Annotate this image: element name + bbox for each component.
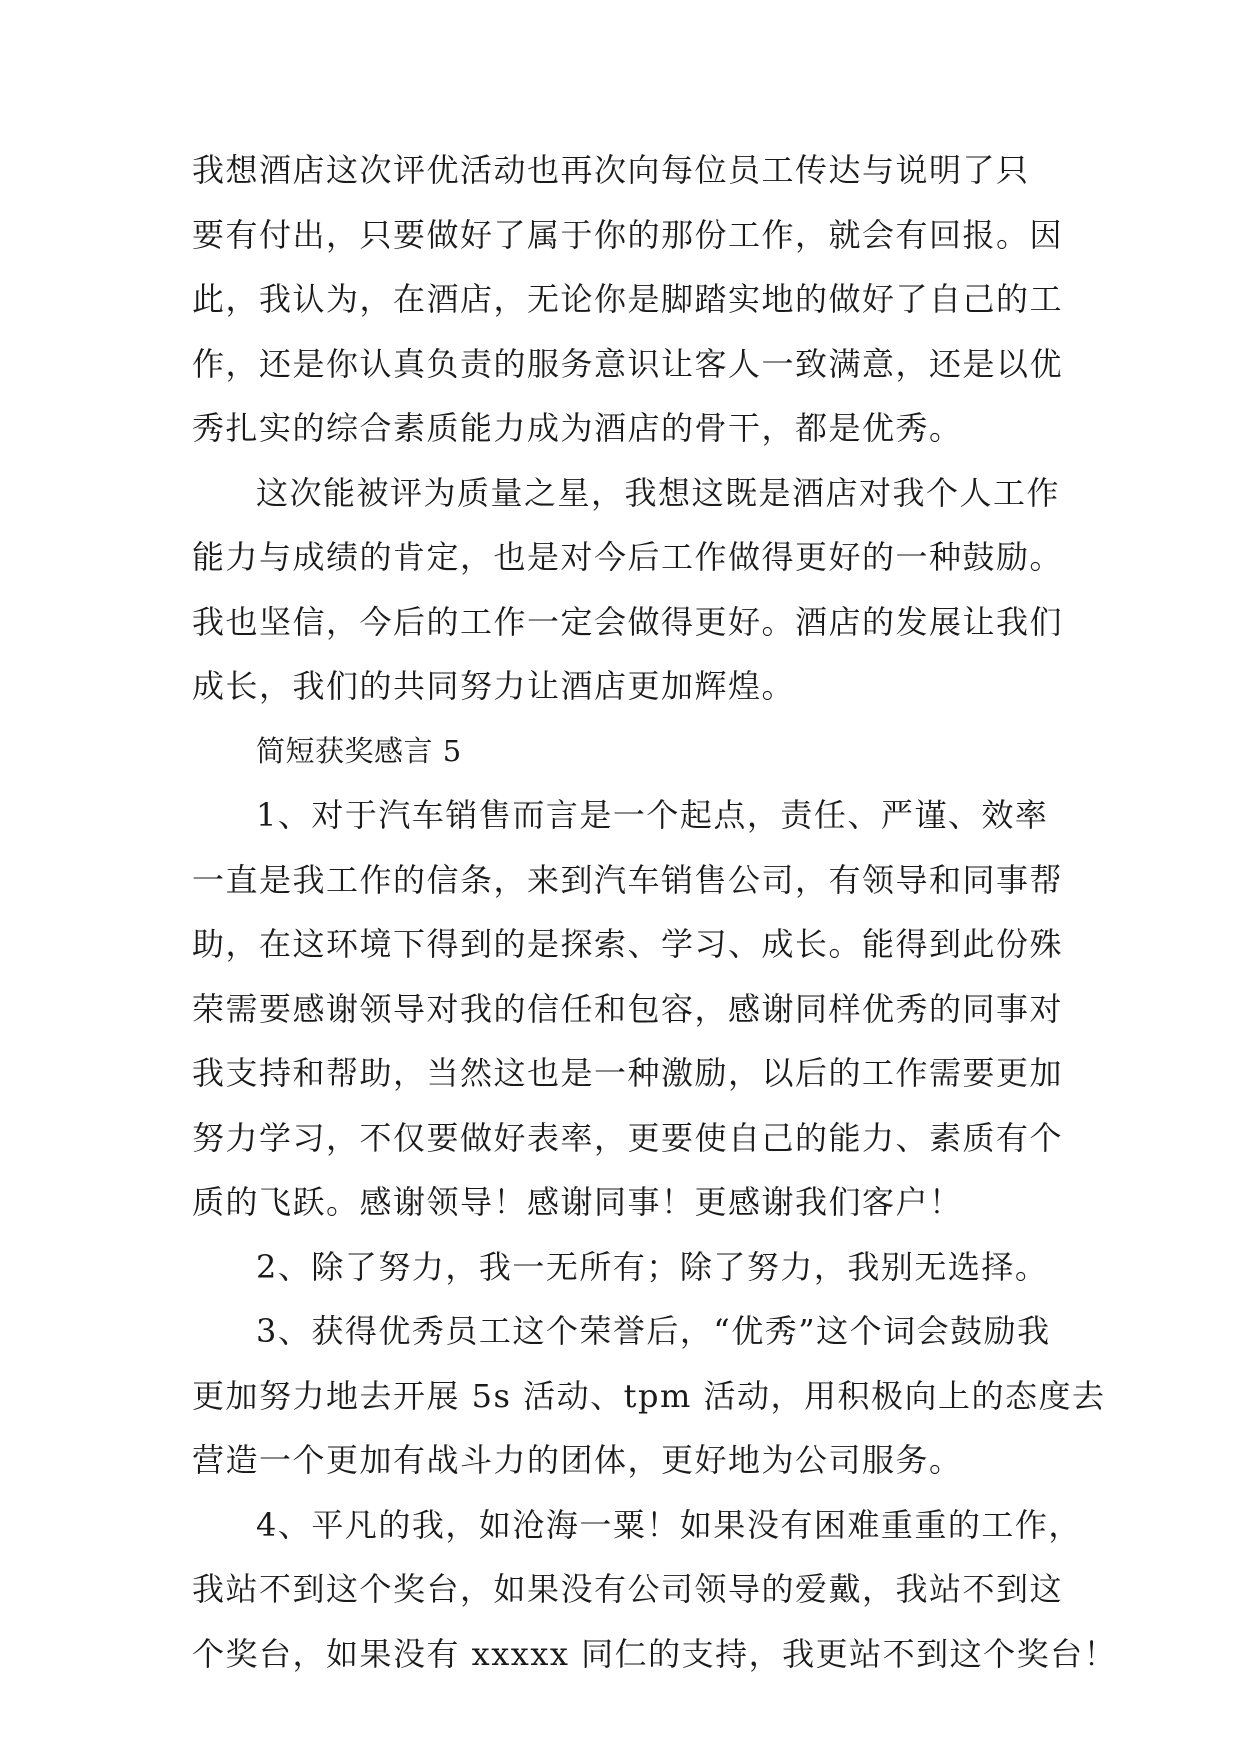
text-line: 要有付出，只要做好了属于你的那份工作，就会有回报。因 [192,215,1064,254]
document-body [192,138,1118,1686]
text-line: 个奖台，如果没有 xxxxx 同仁的支持，我更站不到这个奖台！ [192,1634,1118,1673]
text-line: 一直是我工作的信条，来到汽车销售公司，有领导和同事帮 [192,860,1064,899]
text-line: 我想酒店这次评优活动也再次向每位员工传达与说明了只 [192,151,1030,189]
section-heading: 简短获奖感言 5 [256,733,462,768]
text-line: 助，在这环境下得到的是探索、学习、成长。能得到此份殊 [192,925,1064,963]
text-line: 此，我认为，在酒店，无论你是脚踏实地的做好了自己的工 [192,280,1064,318]
text-line: 我站不到这个奖台，如果没有公司领导的爱戴，我站不到这 [192,1570,1064,1608]
text-line: 能力与成绩的肯定，也是对今后工作做得更好的一种鼓励。 [192,538,1064,576]
text-line: 努力学习，不仅要做好表率，更要使自己的能力、素质有个 [192,1118,1064,1157]
text-line: 4、平凡的我，如沧海一粟！如果没有困难重重的工作， [256,1505,1082,1544]
text-line: 营造一个更加有战斗力的团体，更好地为公司服务。 [192,1441,963,1479]
text-line: 这次能被评为质量之星，我想这既是酒店对我个人工作 [256,473,1061,512]
text-line: 我也坚信，今后的工作一定会做得更好。酒店的发展让我们 [192,602,1064,641]
text-line: 3、获得优秀员工这个荣誉后，“优秀”这个词会鼓励我 [256,1312,1051,1350]
text-line: 秀扎实的综合素质能力成为酒店的骨干，都是优秀。 [192,409,963,447]
text-line: 成长，我们的共同努力让酒店更加辉煌。 [192,667,796,705]
text-line: 2、除了努力，我一无所有；除了努力，我别无选择。 [256,1247,1049,1286]
text-line: 作，还是你认真负责的服务意识让客人一致满意，还是以优 [192,344,1064,383]
text-line: 荣需要感谢领导对我的信任和包容，感谢同样优秀的同事对 [192,989,1064,1028]
text-line: 更加努力地去开展 5s 活动、tpm 活动，用积极向上的态度去 [192,1376,1106,1415]
text-line: 我支持和帮助，当然这也是一种激励，以后的工作需要更加 [192,1054,1064,1092]
text-line: 质的飞跃。感谢领导！感谢同事！更感谢我们客户！ [192,1183,963,1221]
text-line: 1、对于汽车销售而言是一个起点，责任、严谨、效率 [256,796,1049,834]
